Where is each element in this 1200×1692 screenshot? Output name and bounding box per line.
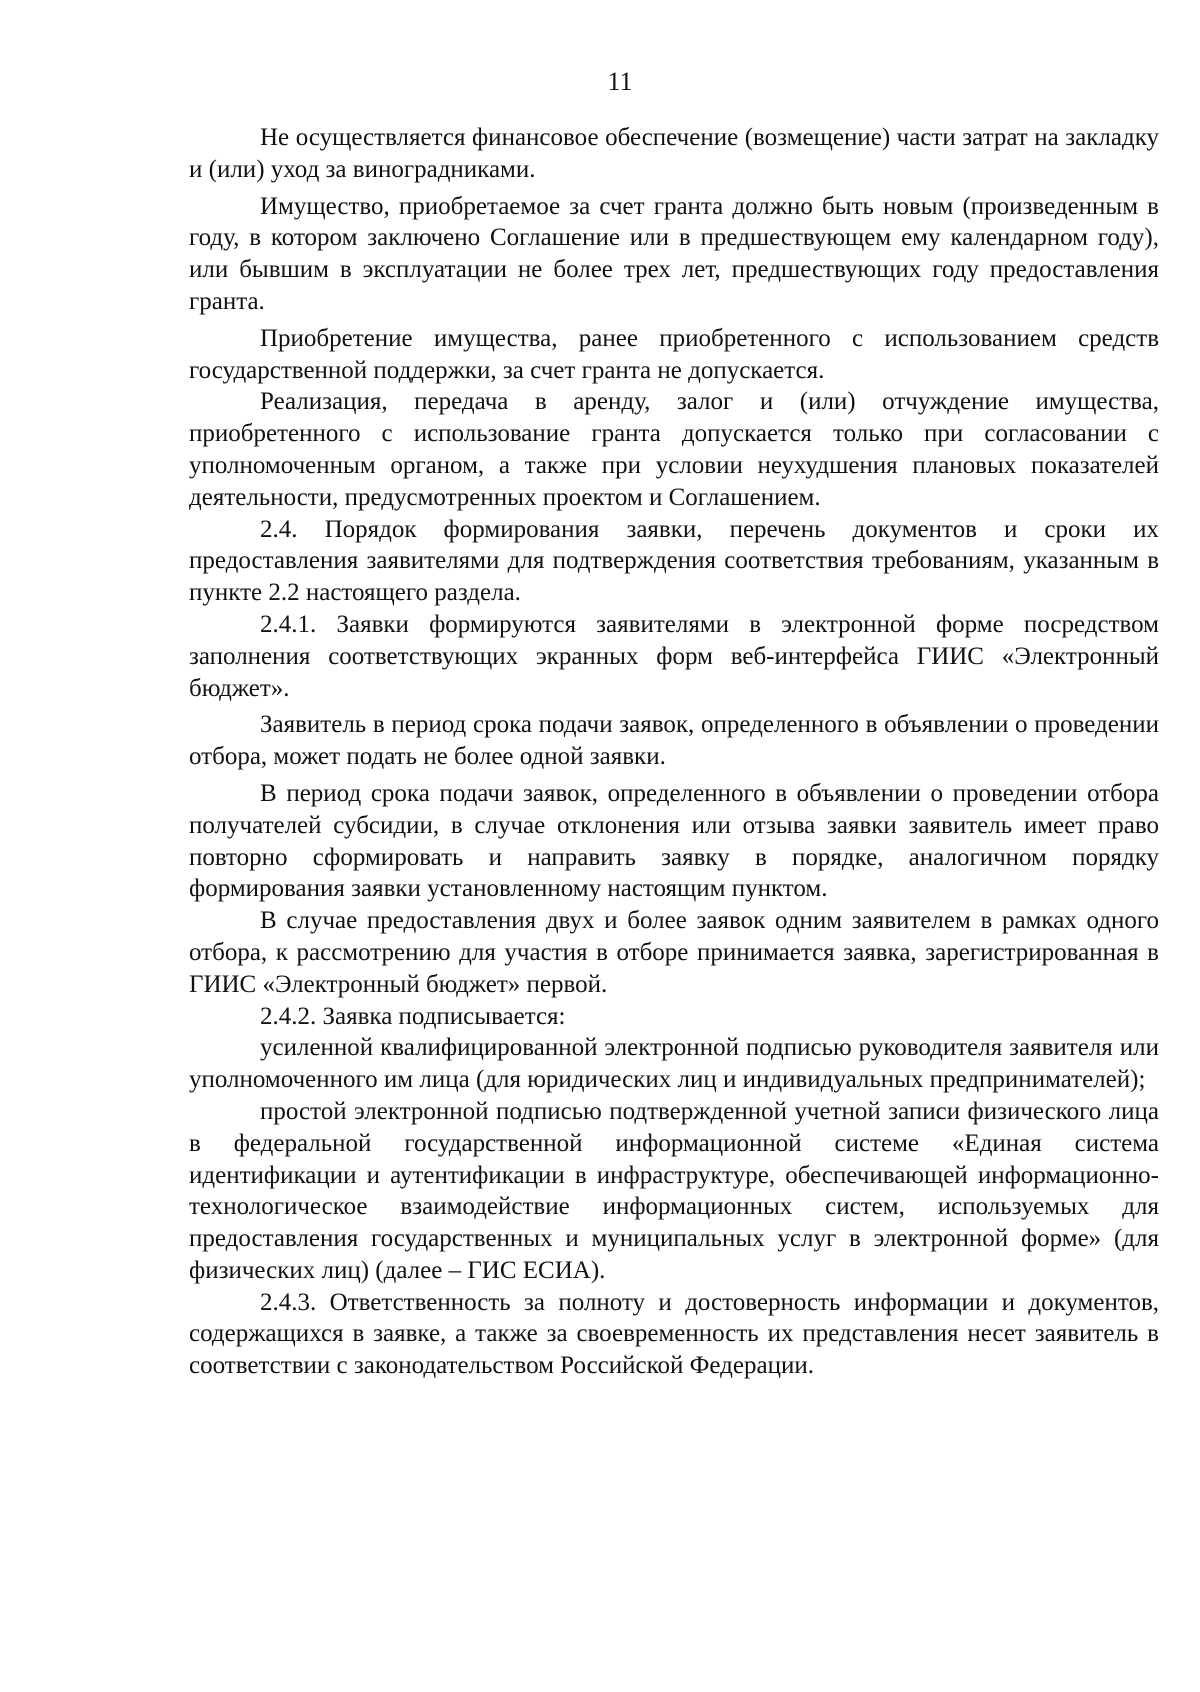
paragraph-section-2-4-2: 2.4.2. Заявка подписывается: [260, 1002, 566, 1030]
paragraph-simple-signature: простой электронной подписью подтвержденной учетной записи физического лица в федеральной государственной информационной системе «Единая система идентификации и аутентификации в инфраструктуре, обеспечивающей информационно-технологическое взаимодействие информационных систем, используемых для предоставления государственных и муниципальных услуг в электронной форме» (для физических лиц) (далее – ГИС ЕСИА). [189, 1097, 1159, 1284]
document-body [189, 122, 1159, 1382]
paragraph-section-2-4-3: 2.4.3. Ответственность за полноту и достоверность информации и документов, содержащихся в заявке, а также за своевременность их представления несет заявитель в соответствии с законодательством Российской Федерации. [189, 1288, 1159, 1380]
paragraph-multiple-applications: В случае предоставления двух и более заявок одним заявителем в рамках одного отбора, к рассмотрению для участия в отборе принимается заявка, зарегистрированная в ГИИС «Электронный бюджет» первой. [189, 907, 1159, 998]
paragraph-state-support-property: Приобретение имущества, ранее приобретенного с использованием средств государственной поддержки, за счет гранта не допускается. [189, 324, 1159, 384]
paragraph-property-requirements: Имущество, приобретаемое за счет гранта должно быть новым (произведенным в году, в котором заключено Соглашение или в предшествующем ему календарном году), или бывшим в эксплуатации не более трех лет, предшествующих году предоставления гранта. [189, 192, 1159, 315]
paragraph-section-2-4: 2.4. Порядок формирования заявки, перечень документов и сроки их предоставления заявителями для подтверждения соответствия требованиям, указанным в пункте 2.2 настоящего раздела. [189, 515, 1159, 607]
paragraph-qualified-signature: усиленной квалифицированной электронной подписью руководителя заявителя или уполномоченного им лица (для юридических лиц и индивидуальных предпринимателей); [189, 1034, 1159, 1094]
paragraph-property-disposal: Реализация, передача в аренду, залог и (или) отчуждение имущества, приобретенного с использование гранта допускается только при согласовании с уполномоченным органом, а также при условии неухудшения плановых показателей деятельности, предусмотренных проектом и Соглашением. [189, 388, 1159, 511]
page-number: 11 [607, 67, 633, 96]
paragraph-resubmission: В период срока подачи заявок, определенного в объявлении о проведении отбора получателей субсидии, в случае отклонения или отзыва заявки заявитель имеет право повторно сформировать и направить заявку в порядке, аналогичном порядку формирования заявки установленному настоящим пунктом. [189, 779, 1159, 903]
paragraph-section-2-4-1: 2.4.1. Заявки формируются заявителями в электронной форме посредством заполнения соответствующих экранных форм веб-интерфейса ГИИС «Электронный бюджет». [189, 610, 1159, 702]
paragraph-vineyard-costs: Не осуществляется финансовое обеспечение (возмещение) части затрат на закладку и (или) уход за виноградниками. [189, 124, 1159, 183]
paragraph-one-application: Заявитель в период срока подачи заявок, определенного в объявлении о проведении отбора, может подать не более одной заявки. [189, 711, 1159, 771]
